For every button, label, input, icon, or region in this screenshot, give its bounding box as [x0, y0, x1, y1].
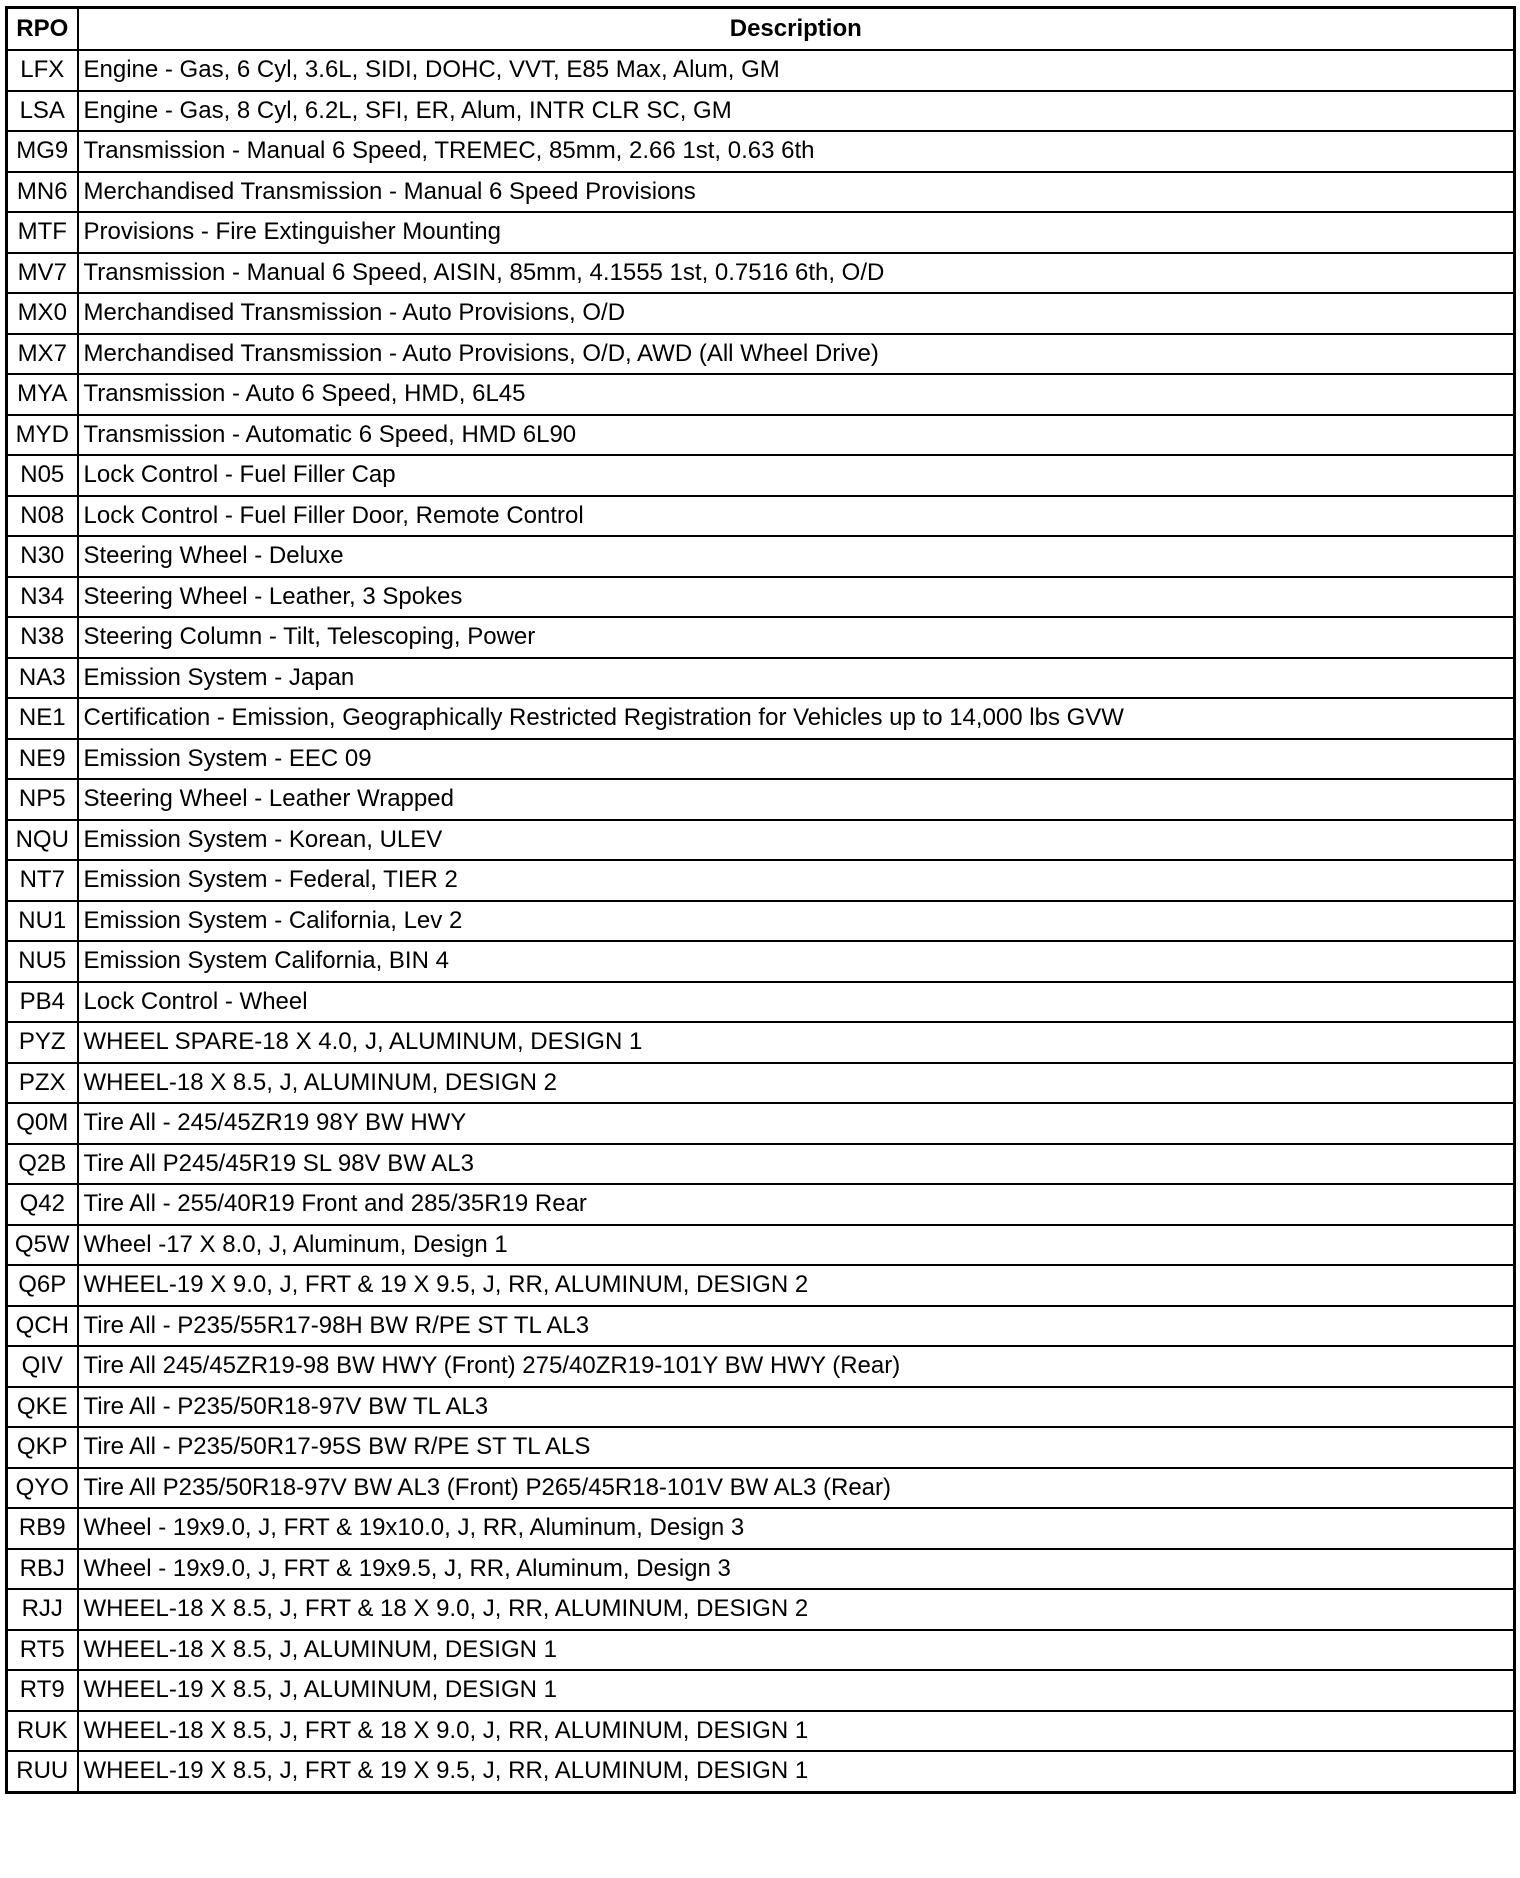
- description-cell: Lock Control - Wheel: [78, 982, 1515, 1023]
- table-row: [7, 658, 1515, 699]
- rpo-code-cell: RJJ: [7, 1589, 78, 1630]
- table-row: [7, 1306, 1515, 1347]
- rpo-code-cell: MV7: [7, 253, 78, 294]
- description-cell: WHEEL-18 X 8.5, J, FRT & 18 X 9.0, J, RR, ALUMINUM, DESIGN 1: [78, 1711, 1515, 1752]
- rpo-code-cell: RBJ: [7, 1549, 78, 1590]
- table-row: [7, 1589, 1515, 1630]
- rpo-code-cell: NA3: [7, 658, 78, 699]
- description-cell: Certification - Emission, Geographically Restricted Registration for Vehicles up to 14,000 lbs GVW: [78, 698, 1515, 739]
- rpo-code-cell: NP5: [7, 779, 78, 820]
- description-cell: Tire All 245/45ZR19-98 BW HWY (Front) 275/40ZR19-101Y BW HWY (Rear): [78, 1346, 1515, 1387]
- description-cell: Lock Control - Fuel Filler Cap: [78, 455, 1515, 496]
- table-row: [7, 1427, 1515, 1468]
- description-cell: WHEEL SPARE-18 X 4.0, J, ALUMINUM, DESIGN 1: [78, 1022, 1515, 1063]
- table-row: [7, 415, 1515, 456]
- rpo-code-cell: N38: [7, 617, 78, 658]
- description-cell: Emission System - Korean, ULEV: [78, 820, 1515, 861]
- description-cell: Engine - Gas, 6 Cyl, 3.6L, SIDI, DOHC, VVT, E85 Max, Alum, GM: [78, 50, 1515, 91]
- table-row: [7, 1508, 1515, 1549]
- description-cell: WHEEL-18 X 8.5, J, ALUMINUM, DESIGN 1: [78, 1630, 1515, 1671]
- table-row: [7, 1184, 1515, 1225]
- description-cell: Provisions - Fire Extinguisher Mounting: [78, 212, 1515, 253]
- rpo-code-cell: N05: [7, 455, 78, 496]
- rpo-code-cell: RT5: [7, 1630, 78, 1671]
- rpo-code-cell: LFX: [7, 50, 78, 91]
- table-row: [7, 1265, 1515, 1306]
- rpo-code-cell: MX0: [7, 293, 78, 334]
- description-cell: WHEEL-19 X 8.5, J, ALUMINUM, DESIGN 1: [78, 1670, 1515, 1711]
- rpo-code-cell: QCH: [7, 1306, 78, 1347]
- table-row: [7, 617, 1515, 658]
- table-row: [7, 941, 1515, 982]
- description-cell: Emission System California, BIN 4: [78, 941, 1515, 982]
- description-cell: Tire All - P235/50R17-95S BW R/PE ST TL ALS: [78, 1427, 1515, 1468]
- table-row: [7, 374, 1515, 415]
- table-row: [7, 1103, 1515, 1144]
- table-row: [7, 1751, 1515, 1792]
- rpo-code-cell: Q5W: [7, 1225, 78, 1266]
- description-cell: Tire All - P235/50R18-97V BW TL AL3: [78, 1387, 1515, 1428]
- description-cell: Tire All - 255/40R19 Front and 285/35R19 Rear: [78, 1184, 1515, 1225]
- table-row: [7, 1549, 1515, 1590]
- rpo-code-cell: MG9: [7, 131, 78, 172]
- table-row: [7, 253, 1515, 294]
- description-cell: Transmission - Automatic 6 Speed, HMD 6L90: [78, 415, 1515, 456]
- rpo-code-cell: MYD: [7, 415, 78, 456]
- table-row: [7, 1346, 1515, 1387]
- table-body: [7, 50, 1515, 1792]
- rpo-code-cell: RT9: [7, 1670, 78, 1711]
- description-cell: Emission System - California, Lev 2: [78, 901, 1515, 942]
- rpo-code-cell: Q0M: [7, 1103, 78, 1144]
- table-row: [7, 536, 1515, 577]
- rpo-code-cell: MTF: [7, 212, 78, 253]
- table-row: [7, 334, 1515, 375]
- description-cell: Steering Column - Tilt, Telescoping, Power: [78, 617, 1515, 658]
- rpo-code-cell: N34: [7, 577, 78, 618]
- table-row: [7, 1670, 1515, 1711]
- rpo-code-cell: QKE: [7, 1387, 78, 1428]
- rpo-code-cell: RUU: [7, 1751, 78, 1792]
- rpo-code-cell: N30: [7, 536, 78, 577]
- rpo-code-cell: NE1: [7, 698, 78, 739]
- rpo-code-cell: QYO: [7, 1468, 78, 1509]
- rpo-code-cell: MYA: [7, 374, 78, 415]
- description-cell: Engine - Gas, 8 Cyl, 6.2L, SFI, ER, Alum, INTR CLR SC, GM: [78, 91, 1515, 132]
- description-cell: WHEEL-19 X 8.5, J, FRT & 19 X 9.5, J, RR, ALUMINUM, DESIGN 1: [78, 1751, 1515, 1792]
- table-header: [7, 8, 1515, 51]
- table-row: [7, 982, 1515, 1023]
- table-row: [7, 1144, 1515, 1185]
- table-row: [7, 131, 1515, 172]
- rpo-code-cell: PYZ: [7, 1022, 78, 1063]
- table-row: [7, 577, 1515, 618]
- description-cell: Transmission - Manual 6 Speed, AISIN, 85mm, 4.1555 1st, 0.7516 6th, O/D: [78, 253, 1515, 294]
- description-cell: WHEEL-18 X 8.5, J, ALUMINUM, DESIGN 2: [78, 1063, 1515, 1104]
- table-row: [7, 1225, 1515, 1266]
- description-cell: Wheel - 19x9.0, J, FRT & 19x9.5, J, RR, Aluminum, Design 3: [78, 1549, 1515, 1590]
- description-cell: Steering Wheel - Leather Wrapped: [78, 779, 1515, 820]
- description-cell: Wheel -17 X 8.0, J, Aluminum, Design 1: [78, 1225, 1515, 1266]
- rpo-code-cell: LSA: [7, 91, 78, 132]
- description-cell: Tire All - 245/45ZR19 98Y BW HWY: [78, 1103, 1515, 1144]
- table-row: [7, 1630, 1515, 1671]
- description-cell: Steering Wheel - Leather, 3 Spokes: [78, 577, 1515, 618]
- rpo-code-cell: MN6: [7, 172, 78, 213]
- description-cell: Emission System - EEC 09: [78, 739, 1515, 780]
- rpo-code-cell: Q2B: [7, 1144, 78, 1185]
- description-cell: Tire All P245/45R19 SL 98V BW AL3: [78, 1144, 1515, 1185]
- table-row: [7, 739, 1515, 780]
- table-row: [7, 212, 1515, 253]
- rpo-column-header: RPO: [7, 8, 78, 51]
- description-cell: Lock Control - Fuel Filler Door, Remote Control: [78, 496, 1515, 537]
- rpo-table: [5, 6, 1516, 1794]
- rpo-code-cell: NQU: [7, 820, 78, 861]
- table-row: [7, 860, 1515, 901]
- description-cell: Steering Wheel - Deluxe: [78, 536, 1515, 577]
- description-cell: Emission System - Federal, TIER 2: [78, 860, 1515, 901]
- table-row: [7, 293, 1515, 334]
- rpo-code-cell: NU5: [7, 941, 78, 982]
- rpo-code-cell: PZX: [7, 1063, 78, 1104]
- rpo-code-cell: RUK: [7, 1711, 78, 1752]
- description-cell: Merchandised Transmission - Auto Provisions, O/D: [78, 293, 1515, 334]
- table-row: [7, 1387, 1515, 1428]
- table-row: [7, 496, 1515, 537]
- table-row: [7, 1468, 1515, 1509]
- description-cell: Transmission - Auto 6 Speed, HMD, 6L45: [78, 374, 1515, 415]
- rpo-code-cell: RB9: [7, 1508, 78, 1549]
- rpo-code-cell: PB4: [7, 982, 78, 1023]
- rpo-code-cell: QIV: [7, 1346, 78, 1387]
- table-row: [7, 698, 1515, 739]
- description-cell: WHEEL-18 X 8.5, J, FRT & 18 X 9.0, J, RR, ALUMINUM, DESIGN 2: [78, 1589, 1515, 1630]
- rpo-code-cell: NE9: [7, 739, 78, 780]
- table-row: [7, 779, 1515, 820]
- table-row: [7, 172, 1515, 213]
- table-row: [7, 901, 1515, 942]
- description-cell: Transmission - Manual 6 Speed, TREMEC, 85mm, 2.66 1st, 0.63 6th: [78, 131, 1515, 172]
- table-row: [7, 1022, 1515, 1063]
- table-row: [7, 50, 1515, 91]
- rpo-code-cell: N08: [7, 496, 78, 537]
- rpo-code-cell: Q42: [7, 1184, 78, 1225]
- description-cell: Wheel - 19x9.0, J, FRT & 19x10.0, J, RR, Aluminum, Design 3: [78, 1508, 1515, 1549]
- header-row: [7, 8, 1515, 51]
- description-cell: Tire All P235/50R18-97V BW AL3 (Front) P265/45R18-101V BW AL3 (Rear): [78, 1468, 1515, 1509]
- rpo-code-cell: MX7: [7, 334, 78, 375]
- description-cell: Merchandised Transmission - Auto Provisions, O/D, AWD (All Wheel Drive): [78, 334, 1515, 375]
- description-cell: Emission System - Japan: [78, 658, 1515, 699]
- rpo-code-cell: QKP: [7, 1427, 78, 1468]
- table-row: [7, 1063, 1515, 1104]
- table-row: [7, 1711, 1515, 1752]
- description-cell: Tire All - P235/55R17-98H BW R/PE ST TL AL3: [78, 1306, 1515, 1347]
- description-column-header: Description: [78, 8, 1515, 51]
- rpo-code-cell: Q6P: [7, 1265, 78, 1306]
- description-cell: WHEEL-19 X 9.0, J, FRT & 19 X 9.5, J, RR, ALUMINUM, DESIGN 2: [78, 1265, 1515, 1306]
- description-cell: Merchandised Transmission - Manual 6 Speed Provisions: [78, 172, 1515, 213]
- rpo-code-cell: NT7: [7, 860, 78, 901]
- table-row: [7, 91, 1515, 132]
- rpo-code-cell: NU1: [7, 901, 78, 942]
- table-row: [7, 455, 1515, 496]
- table-row: [7, 820, 1515, 861]
